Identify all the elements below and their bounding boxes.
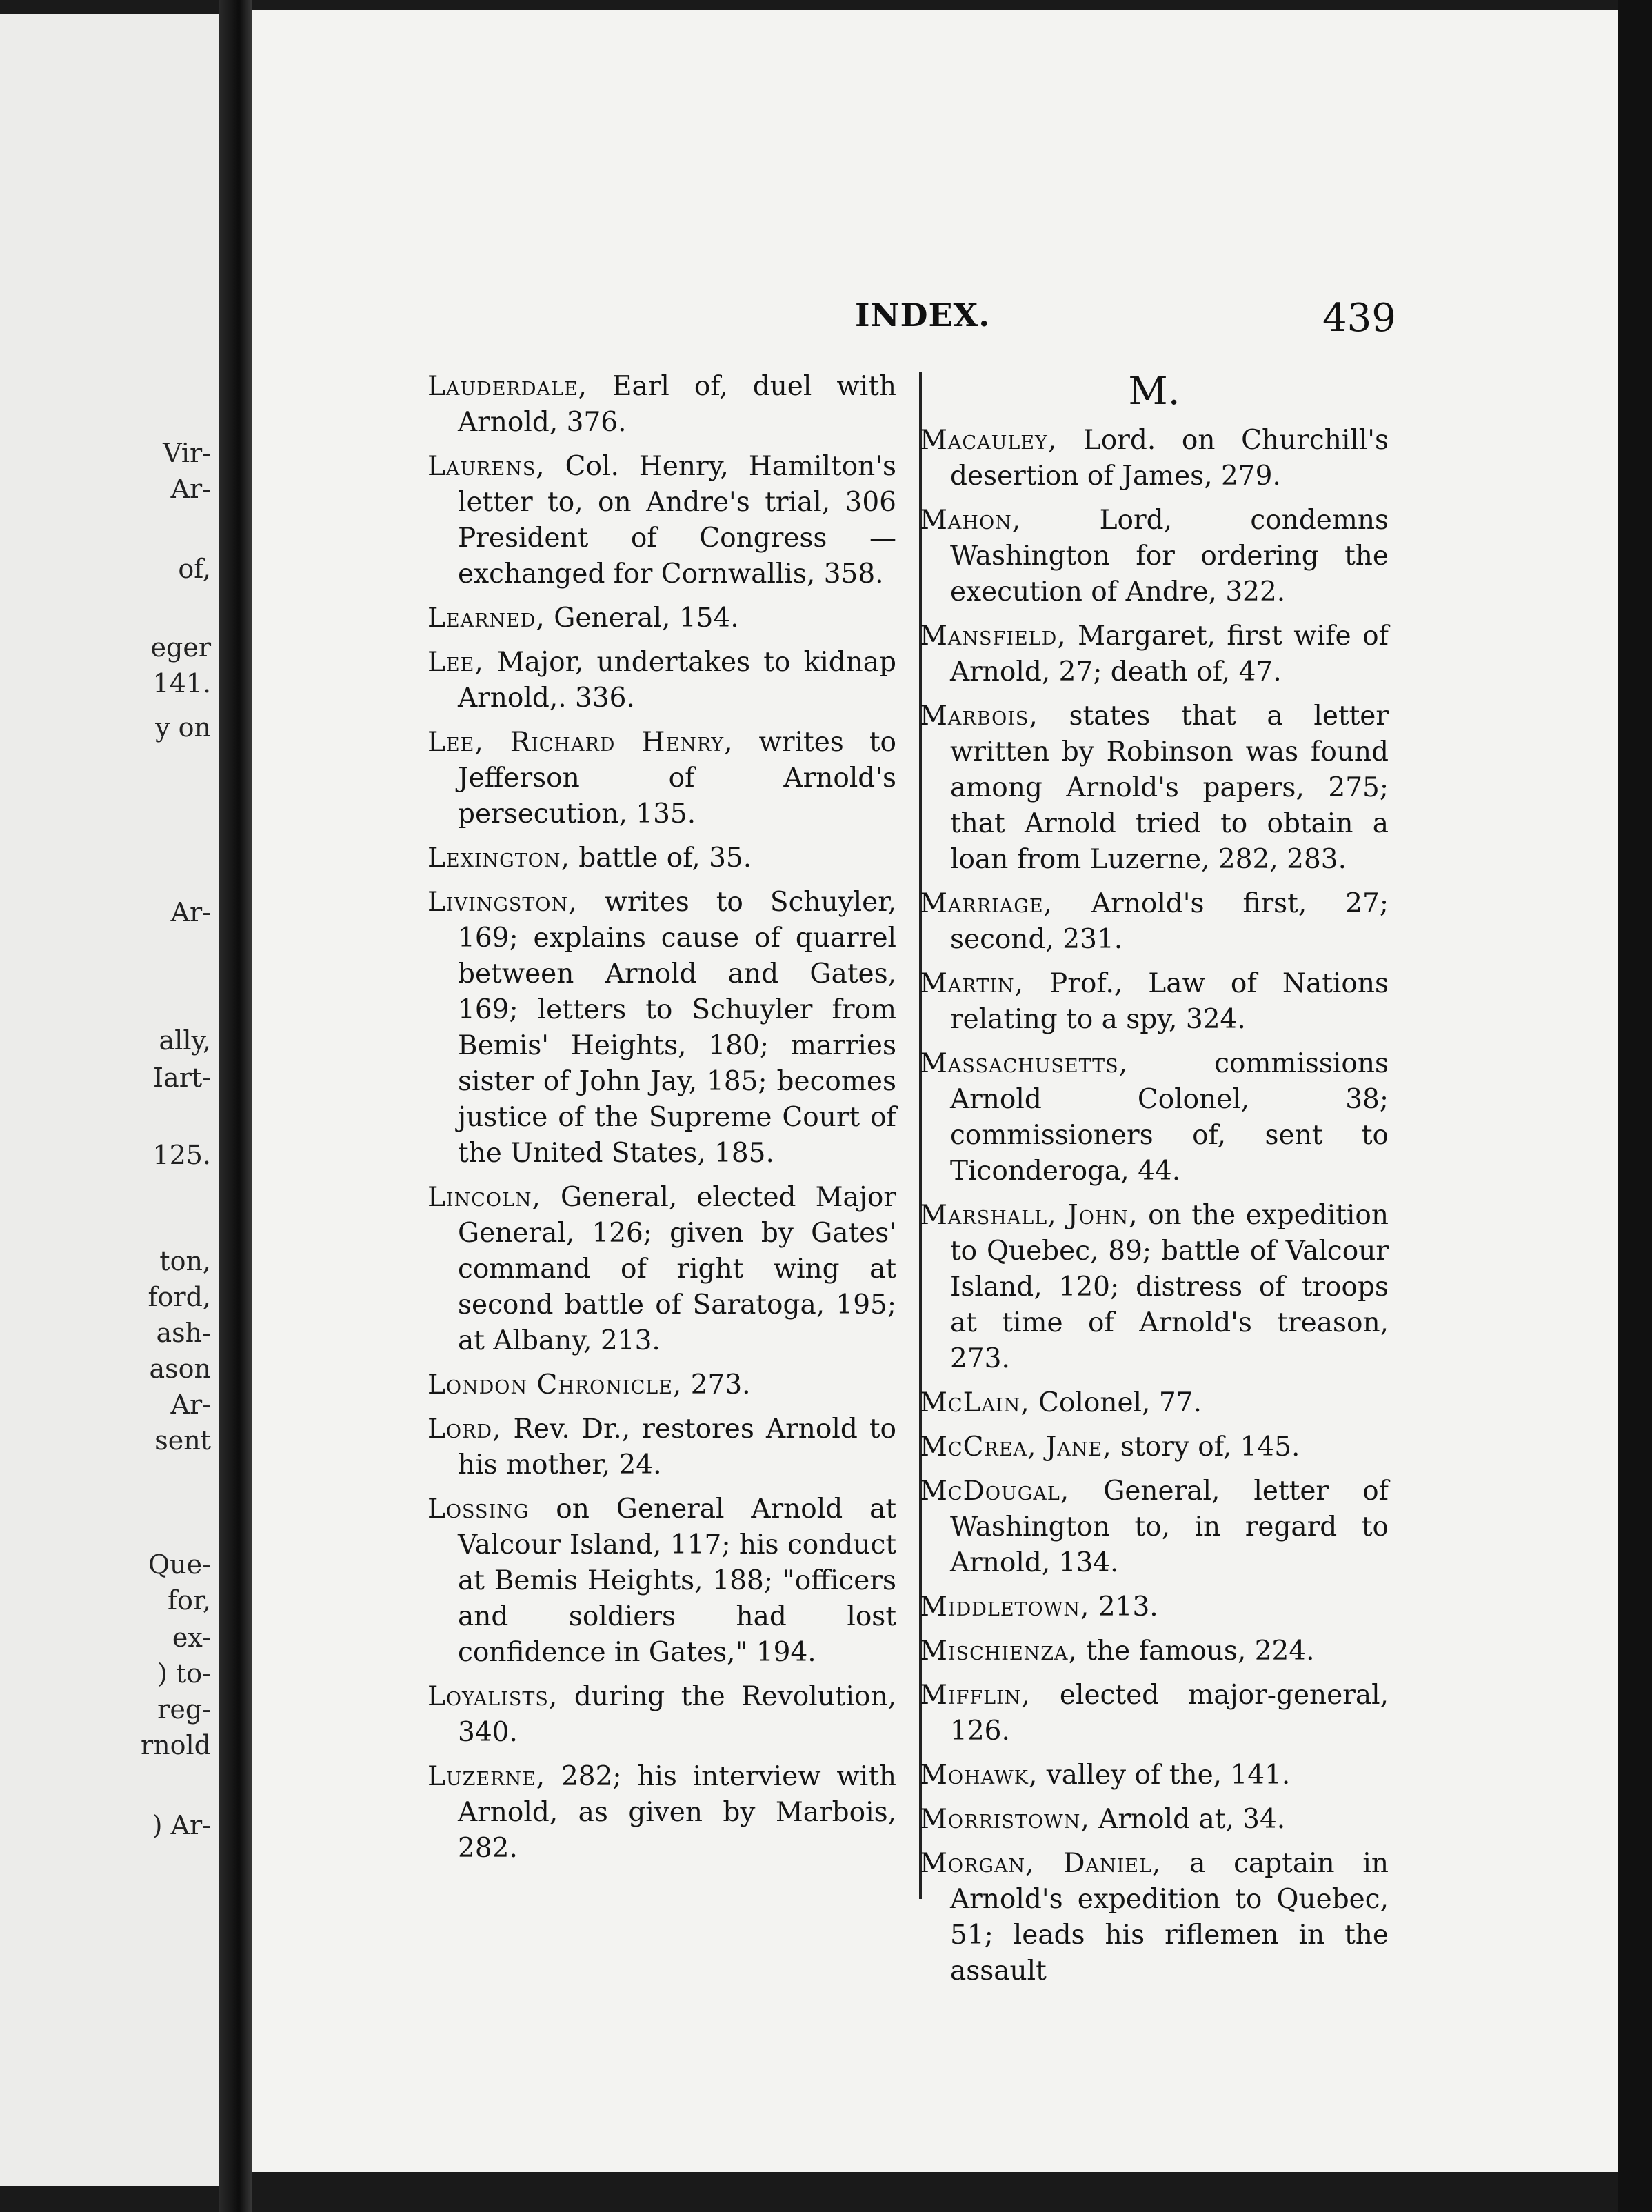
left-page-fragment: ally, [159, 1025, 211, 1056]
index-entry: Mahon, Lord, condemns Washington for ordering the execution of Andre, 322. [920, 505, 1389, 607]
left-page-fragment: 141. [152, 668, 211, 698]
left-page [0, 14, 219, 2186]
index-entry: Luzerne, 282; his interview with Arnold, as given by Marbois, 282. [427, 1761, 896, 1864]
left-page-fragment: Ar- [170, 474, 211, 504]
left-page-fragment: Iart- [153, 1063, 211, 1093]
left-page-fragment: ton, [159, 1246, 211, 1276]
left-page-fragment: rnold [141, 1730, 211, 1760]
index-entry: Marriage, Arnold's first, 27; second, 231. [920, 888, 1389, 955]
index-entry: Lincoln, General, elected Major General, 126; given by Gates' command of right wing at second battle of Saratoga, 195; at Albany, 213. [427, 1182, 896, 1356]
index-entry: Lossing on General Arnold at Valcour Island, 117; his conduct at Bemis Heights, 188; "officers and soldiers had lost confidence in Gates," 194. [427, 1494, 896, 1668]
left-page-fragment: Ar- [170, 1389, 211, 1420]
index-entry: Lauderdale, Earl of, duel with Arnold, 376. [427, 371, 896, 438]
page-edge-shadow [1618, 0, 1652, 2212]
index-entry: Morristown, Arnold at, 34. [920, 1804, 1286, 1835]
left-page-fragment: for, [167, 1585, 211, 1616]
index-entry: McCrea, Jane, story of, 145. [920, 1431, 1300, 1462]
index-entry: Lee, Richard Henry, writes to Jefferson of Arnold's persecution, 135. [427, 727, 896, 830]
left-page-fragment: Vir- [163, 438, 211, 468]
left-page-fragment: reg- [157, 1694, 211, 1725]
left-page-fragment: Que- [148, 1549, 211, 1580]
index-entry: McLain, Colonel, 77. [920, 1387, 1202, 1418]
index-entry: Mifflin, elected major-general, 126. [920, 1680, 1389, 1747]
left-page-fragment: sent [154, 1425, 211, 1456]
index-entry: Lexington, battle of, 35. [427, 843, 752, 874]
running-header: INDEX. [855, 296, 991, 334]
left-page-fragment: y on [155, 712, 211, 743]
index-entry: Learned, General, 154. [427, 603, 739, 634]
index-column-right [920, 369, 1389, 1998]
index-entry: Mansfield, Margaret, first wife of Arnold, 27; death of, 47. [920, 621, 1389, 687]
left-page-fragment: ford, [148, 1282, 211, 1312]
page-number: 439 [1322, 296, 1396, 341]
left-page-fragment: ) to- [157, 1658, 211, 1689]
left-page-fragment: ash- [156, 1318, 211, 1348]
left-page-fragment: 125. [152, 1140, 211, 1170]
book-gutter [219, 0, 252, 2212]
index-entry: Middletown, 213. [920, 1591, 1158, 1622]
index-entry: Macauley, Lord. on Churchill's desertion of James, 279. [920, 425, 1389, 492]
index-entry: Lord, Rev. Dr., restores Arnold to his mother, 24. [427, 1414, 896, 1480]
index-entry: London Chronicle, 273. [427, 1369, 751, 1400]
left-page-fragment: eger [150, 632, 211, 663]
index-entry: Massachusetts, commissions Arnold Colonel, 38; commissioners of, sent to Ticonderoga, 44. [920, 1048, 1389, 1187]
index-entry: McDougal, General, letter of Washington to, in regard to Arnold, 134. [920, 1476, 1389, 1578]
left-page-fragment: ) Ar- [152, 1810, 211, 1840]
index-entry: Lee, Major, undertakes to kidnap Arnold,. 336. [427, 647, 896, 714]
index-entry: Mohawk, valley of the, 141. [920, 1760, 1291, 1791]
index-entry: Livingston, writes to Schuyler, 169; explains cause of quarrel between Arnold and Gates, 169; letters to Schuyler from Bemis' Heights, 180; marries sister of John Jay, 185; becomes justice of the Supreme Court of the United States, 185. [427, 887, 896, 1169]
left-page-fragment: Ar- [170, 897, 211, 927]
section-letter: M. [1128, 369, 1180, 414]
index-entry: Loyalists, during the Revolution, 340. [427, 1681, 896, 1748]
left-page-fragment: of, [178, 554, 211, 584]
index-column-left [427, 369, 896, 1875]
left-page-fragment: ex- [172, 1622, 211, 1653]
index-entry: Mischienza, the famous, 224. [920, 1636, 1315, 1667]
index-entry: Marshall, John, on the expedition to Quebec, 89; battle of Valcour Island, 120; distress of troops at time of Arnold's treason, 273. [920, 1200, 1389, 1374]
left-page-fragment: ason [149, 1354, 211, 1384]
index-entry: Laurens, Col. Henry, Hamilton's letter to, on Andre's trial, 306 President of Congress — exchanged for Cornwallis, 358. [427, 451, 896, 590]
index-entry: Martin, Prof., Law of Nations relating to a spy, 324. [920, 968, 1389, 1035]
index-entry: Marbois, states that a letter written by Robinson was found among Arnold's papers, 275; that Arnold tried to obtain a loan from Luzerne, 282, 283. [920, 701, 1389, 875]
index-entry: Morgan, Daniel, a captain in Arnold's expedition to Quebec, 51; leads his riflemen in the assault [920, 1848, 1389, 1987]
